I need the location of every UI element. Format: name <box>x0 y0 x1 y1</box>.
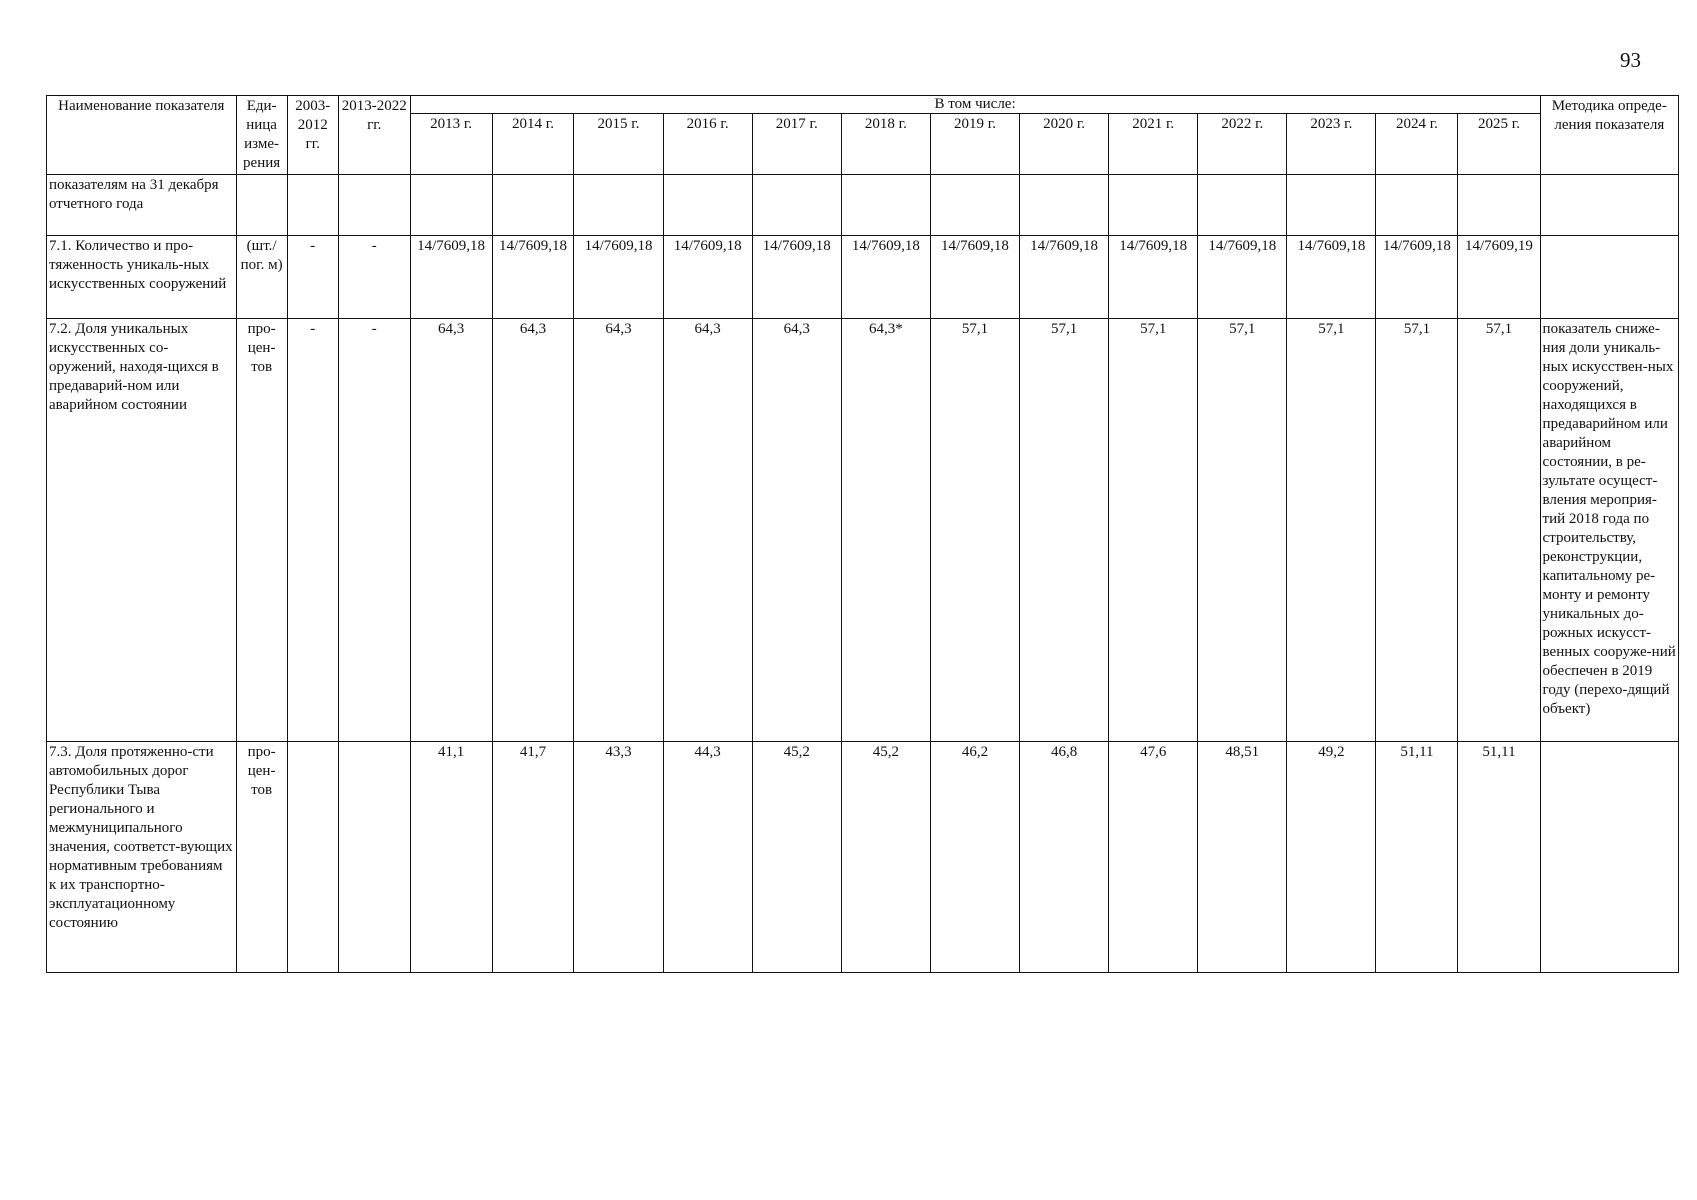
year-value: 14/7609,18 <box>1198 236 1287 319</box>
table-row <box>47 236 1679 319</box>
year-value: 51,11 <box>1458 742 1540 973</box>
period-2003-2012-value: - <box>287 319 338 742</box>
year-value: 57,1 <box>930 319 1019 742</box>
table-row <box>47 175 1679 236</box>
year-value: 57,1 <box>1376 319 1458 742</box>
indicator-name: 7.2. Доля уникальных искусственных со-оружений, находя-щихся в предаварий-ном или аварийном состоянии <box>47 319 237 742</box>
year-value: 14/7609,18 <box>492 236 574 319</box>
year-value <box>410 175 492 236</box>
year-value: 14/7609,18 <box>663 236 752 319</box>
indicator-unit: про-цен-тов <box>236 319 287 742</box>
method-description <box>1540 236 1678 319</box>
year-value: 64,3 <box>410 319 492 742</box>
year-value: 45,2 <box>752 742 841 973</box>
header-year: 2016 г. <box>663 114 752 175</box>
header-year: 2014 г. <box>492 114 574 175</box>
year-value: 57,1 <box>1109 319 1198 742</box>
year-value: 57,1 <box>1020 319 1109 742</box>
year-value <box>1020 175 1109 236</box>
year-value <box>1109 175 1198 236</box>
year-value: 14/7609,18 <box>574 236 663 319</box>
year-value: 14/7609,18 <box>752 236 841 319</box>
year-value <box>492 175 574 236</box>
header-year: 2017 г. <box>752 114 841 175</box>
header-name: Наименование показателя <box>47 96 237 175</box>
header-year: 2018 г. <box>841 114 930 175</box>
period-2003-2012-value: - <box>287 236 338 319</box>
header-including: В том числе: <box>410 96 1540 114</box>
year-value: 41,1 <box>410 742 492 973</box>
year-value <box>752 175 841 236</box>
year-value: 14/7609,19 <box>1458 236 1540 319</box>
year-value: 48,51 <box>1198 742 1287 973</box>
year-value <box>1287 175 1376 236</box>
year-value: 57,1 <box>1458 319 1540 742</box>
indicator-unit: (шт./пог. м) <box>236 236 287 319</box>
year-value: 46,2 <box>930 742 1019 973</box>
year-value: 64,3 <box>752 319 841 742</box>
indicator-name: показателям на 31 декабря отчетного года <box>47 175 237 236</box>
method-description <box>1540 742 1678 973</box>
header-year: 2013 г. <box>410 114 492 175</box>
year-value <box>663 175 752 236</box>
year-value: 14/7609,18 <box>1376 236 1458 319</box>
year-value: 46,8 <box>1020 742 1109 973</box>
header-year: 2025 г. <box>1458 114 1540 175</box>
year-value: 14/7609,18 <box>930 236 1019 319</box>
year-value <box>1198 175 1287 236</box>
header-period-2013-2022: 2013-2022 гг. <box>338 96 410 175</box>
header-year: 2023 г. <box>1287 114 1376 175</box>
table-row <box>47 319 1679 742</box>
year-value <box>1376 175 1458 236</box>
year-value: 64,3* <box>841 319 930 742</box>
header-year: 2019 г. <box>930 114 1019 175</box>
year-value: 64,3 <box>492 319 574 742</box>
year-value: 43,3 <box>574 742 663 973</box>
indicator-name: 7.3. Доля протяженно-сти автомобильных дорог Республики Тыва регионального и межмуниципального значения, соответст-вующих нормативным требованиям к их транспортно-эксплуатационному состоянию <box>47 742 237 973</box>
year-value: 14/7609,18 <box>1020 236 1109 319</box>
year-value: 14/7609,18 <box>841 236 930 319</box>
year-value <box>1458 175 1540 236</box>
header-year: 2022 г. <box>1198 114 1287 175</box>
header-method: Методика опреде-ления показателя <box>1540 96 1678 175</box>
header-year: 2024 г. <box>1376 114 1458 175</box>
year-value: 14/7609,18 <box>1287 236 1376 319</box>
header-year: 2015 г. <box>574 114 663 175</box>
year-value: 41,7 <box>492 742 574 973</box>
method-description: показатель сниже-ния доли уникаль-ных искусствен-ных сооружений, находящихся в предаварийном или аварийном состоянии, в ре-зультате осущест-вления мероприя-тий 2018 года по строительству, реконструкции, капитальному ре-монту и ремонту уникальных до-рожных искусст-венных сооруже-ний обеспечен в 2019 году (перехо-дящий объект) <box>1540 319 1678 742</box>
page-number: 93 <box>1620 48 1641 72</box>
period-2003-2012-value <box>287 175 338 236</box>
year-value <box>574 175 663 236</box>
year-value: 64,3 <box>574 319 663 742</box>
indicator-table <box>46 95 1679 973</box>
year-value: 49,2 <box>1287 742 1376 973</box>
year-value: 14/7609,18 <box>1109 236 1198 319</box>
indicator-unit <box>236 175 287 236</box>
period-2013-2022-value: - <box>338 319 410 742</box>
year-value: 57,1 <box>1287 319 1376 742</box>
header-year: 2020 г. <box>1020 114 1109 175</box>
period-2003-2012-value <box>287 742 338 973</box>
year-value: 14/7609,18 <box>410 236 492 319</box>
year-value: 57,1 <box>1198 319 1287 742</box>
year-value: 51,11 <box>1376 742 1458 973</box>
header-unit: Еди-ница изме-рения <box>236 96 287 175</box>
header-period-2003-2012: 2003-2012 гг. <box>287 96 338 175</box>
year-value: 44,3 <box>663 742 752 973</box>
indicator-name: 7.1. Количество и про-тяженность уникаль-ных искусственных сооружений <box>47 236 237 319</box>
year-value: 64,3 <box>663 319 752 742</box>
period-2013-2022-value: - <box>338 236 410 319</box>
year-value <box>930 175 1019 236</box>
period-2013-2022-value <box>338 742 410 973</box>
header-year: 2021 г. <box>1109 114 1198 175</box>
year-value: 45,2 <box>841 742 930 973</box>
year-value: 47,6 <box>1109 742 1198 973</box>
indicator-unit: про-цен-тов <box>236 742 287 973</box>
table-row <box>47 742 1679 973</box>
year-value <box>841 175 930 236</box>
method-description <box>1540 175 1678 236</box>
period-2013-2022-value <box>338 175 410 236</box>
